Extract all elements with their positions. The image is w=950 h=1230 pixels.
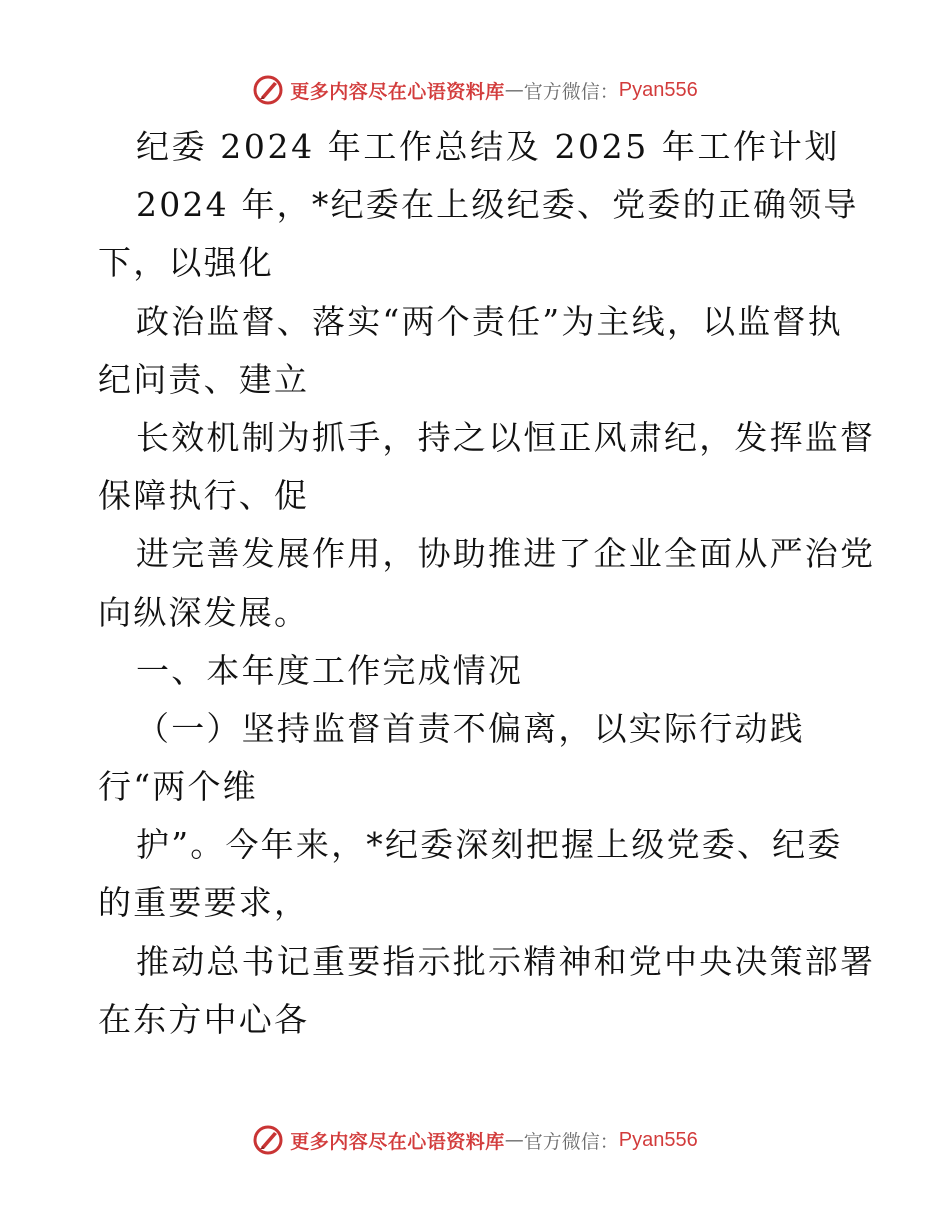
text-line: 保障执行、促 bbox=[98, 476, 310, 516]
banner-contact-label: 官方微信： bbox=[523, 80, 619, 103]
banner-contact-id: Pyan556 bbox=[618, 78, 698, 101]
text-line: 行“两个维 bbox=[98, 767, 258, 807]
text-line: 下，以强化 bbox=[98, 243, 274, 283]
banner-dash: — bbox=[504, 1129, 524, 1151]
text-line: 在东方中心各 bbox=[98, 999, 310, 1039]
text-line: 护”。今年来，*纪委深刻把握上级党委、纪委 bbox=[136, 825, 843, 865]
header-banner bbox=[0, 70, 950, 110]
banner-text: 更多内容尽在心语资料库 bbox=[290, 80, 505, 103]
text-line: 政治监督、落实“两个责任”为主线，以监督执 bbox=[136, 301, 843, 341]
text-line: 推动总书记重要指示批示精神和党中央决策部署 bbox=[136, 941, 876, 981]
banner-contact-id: Pyan556 bbox=[618, 1128, 698, 1151]
banner-text: 更多内容尽在心语资料库 bbox=[290, 1130, 505, 1153]
document-title: 纪委 2024 年工作总结及 2025 年工作计划 bbox=[136, 127, 840, 166]
footer-banner bbox=[0, 1120, 950, 1160]
text-line: 2024 年，*纪委在上级纪委、党委的正确领导 bbox=[136, 185, 859, 225]
text-line: 的重要要求， bbox=[98, 883, 310, 923]
banner-contact-label: 官方微信： bbox=[523, 1130, 619, 1153]
document-body bbox=[98, 118, 876, 1049]
text-line: 进完善发展作用，协助推进了企业全面从严治党 bbox=[136, 534, 876, 574]
text-line: 纪问责、建立 bbox=[98, 359, 310, 399]
section-heading: 一、本年度工作完成情况 bbox=[136, 650, 524, 690]
text-line: 向纵深发展。 bbox=[98, 592, 310, 632]
brush-logo-icon bbox=[252, 1124, 284, 1156]
text-line: 长效机制为抓手，持之以恒正风肃纪，发挥监督 bbox=[136, 417, 876, 457]
banner-dash: — bbox=[504, 79, 524, 101]
subsection-heading: （一）坚持监督首责不偏离，以实际行动践 bbox=[136, 708, 805, 748]
brush-logo-icon bbox=[252, 74, 284, 106]
